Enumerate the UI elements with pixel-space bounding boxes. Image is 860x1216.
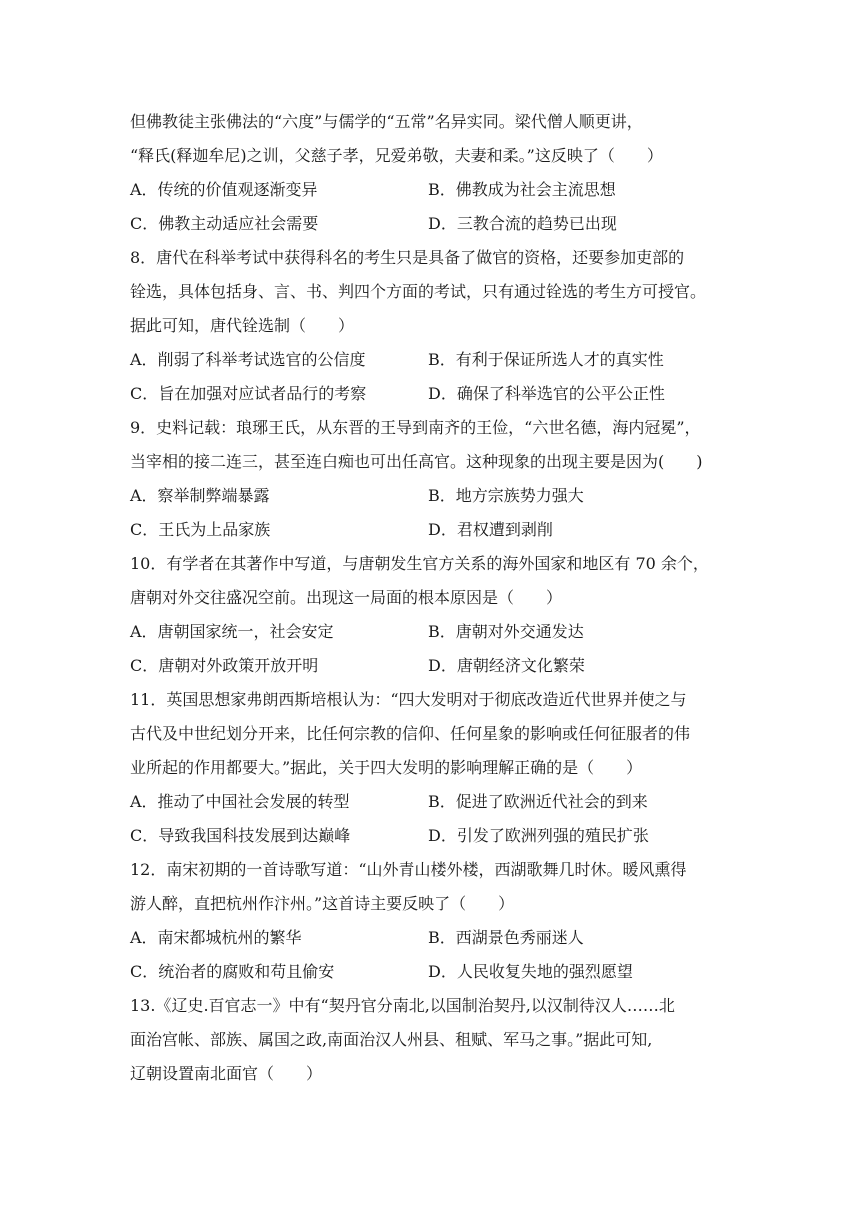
question-10-line-2: 唐朝对外交往盛况空前。出现这一局面的根本原因是（ ） [130,588,563,607]
question-12-option-d: D．人民收复失地的强烈愿望 [428,962,633,981]
question-7-option-b: B．佛教成为社会主流思想 [428,180,616,199]
question-11-option-c: C．导致我国科技发展到达巅峰 [130,826,351,845]
exam-page [130,0,730,1216]
question-11-line-3: 业所起的作用都要大。”据此，关于四大发明的影响理解正确的是（ ） [130,758,643,777]
question-12-line-1: 12．南宋初期的一首诗歌写道：“山外青山楼外楼，西湖歌舞几时休。暖风熏得 [130,860,687,879]
question-7-line-2: “释氏(释迦牟尼)之训，父慈子孝，兄爱弟敬，夫妻和柔。”这反映了（ ） [130,146,663,165]
question-12-option-c: C．统治者的腐败和苟且偷安 [130,962,335,981]
question-9-line-2: 当宰相的接二连三，甚至连白痴也可出任高官。这种现象的出现主要是因为( ) [130,452,703,471]
question-11-line-2: 古代及中世纪划分开来，比任何宗教的信仰、任何星象的影响或任何征服者的伟 [130,724,691,743]
question-9-option-b: B．地方宗族势力强大 [428,486,584,505]
question-8-option-c: C．旨在加强对应试者品行的考察 [130,384,367,403]
question-7-option-d: D．三教合流的趋势已出现 [428,214,617,233]
question-12-option-a: A．南宋都城杭州的繁华 [130,928,302,947]
question-11-option-a: A．推动了中国社会发展的转型 [130,792,350,811]
question-10-option-b: B．唐朝对外交通发达 [428,622,584,641]
question-10-option-a: A．唐朝国家统一，社会安定 [130,622,334,641]
question-11-option-b: B．促进了欧洲近代社会的到来 [428,792,648,811]
question-9-option-a: A．察举制弊端暴露 [130,486,270,505]
question-9-option-c: C．王氏为上品家族 [130,520,271,539]
question-7-option-a: A．传统的价值观逐渐变异 [130,180,318,199]
question-11-option-d: D．引发了欧洲列强的殖民扩张 [428,826,649,845]
question-13-line-1: 13.《辽史.百官志一》中有“契丹官分南北,以国制治契丹,以汉制待汉人……北 [130,996,675,1015]
question-10-option-d: D．唐朝经济文化繁荣 [428,656,585,675]
question-8-line-3: 据此可知，唐代铨选制（ ） [130,316,355,335]
question-8-option-d: D．确保了科举选官的公平公正性 [428,384,665,403]
question-7-line-1: 但佛教徒主张佛法的“六度”与儒学的“五常”名异实同。梁代僧人顺更讲， [130,112,643,131]
question-8-line-1: 8．唐代在科举考试中获得科名的考生只是具备了做官的资格，还要参加吏部的 [130,248,685,267]
question-8-line-2: 铨选，具体包括身、言、书、判四个方面的考试，只有通过铨选的考生方可授官。 [130,282,707,301]
question-10-option-c: C．唐朝对外政策开放开明 [130,656,319,675]
question-7-option-c: C．佛教主动适应社会需要 [130,214,319,233]
question-11-line-1: 11．英国思想家弗朗西斯培根认为：“四大发明对于彻底改造近代世界并使之与 [130,690,687,709]
question-12-option-b: B．西湖景色秀丽迷人 [428,928,584,947]
question-9-line-1: 9．史料记载：琅琊王氏，从东晋的王导到南齐的王俭，“六世名德，海内冠冕”， [130,418,701,437]
question-8-option-a: A．削弱了科举考试选官的公信度 [130,350,366,369]
question-9-option-d: D．君权遭到剥削 [428,520,553,539]
question-8-option-b: B．有利于保证所选人才的真实性 [428,350,664,369]
question-12-line-2: 游人醉，直把杭州作汴州。”这首诗主要反映了（ ） [130,894,515,913]
question-13-line-2: 面治宫帐、部族、属国之政,南面治汉人州县、租赋、军马之事。”据此可知, [130,1030,653,1049]
question-10-line-1: 10．有学者在其著作中写道，与唐朝发生官方关系的海外国家和地区有 70 余个， [130,554,709,573]
question-13-line-3: 辽朝设置南北面官（ ） [130,1064,323,1083]
